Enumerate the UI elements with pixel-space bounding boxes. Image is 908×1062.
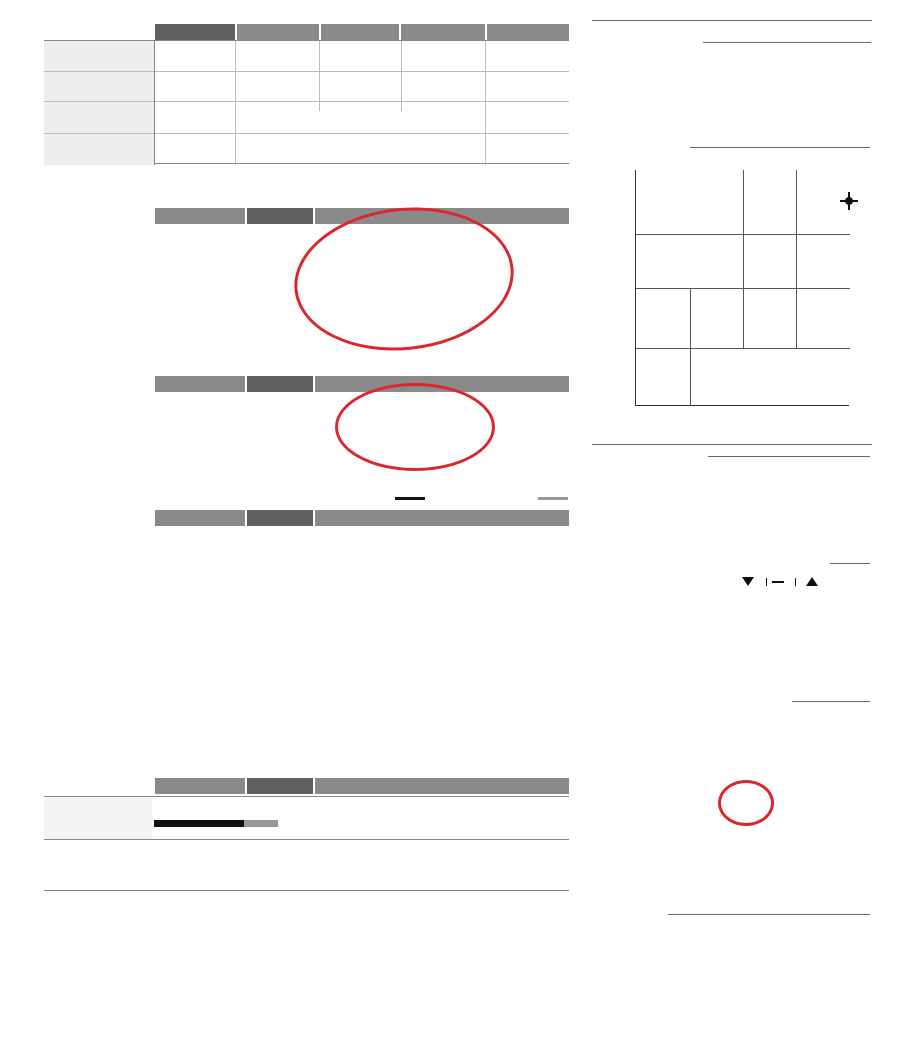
- composition-table: [44, 40, 569, 164]
- sl-under-header: [155, 510, 245, 526]
- comp-col-result: [155, 24, 235, 40]
- params-rule: [792, 701, 870, 702]
- figure-marker-icon: [840, 192, 858, 210]
- annotation-circle-obesity: [335, 383, 495, 471]
- sl-over-header: [315, 510, 569, 526]
- ob-normal-header: [247, 376, 313, 392]
- ecw-normal-header: [247, 778, 313, 794]
- sf-under-icon: [742, 577, 754, 586]
- score-rule: [703, 42, 871, 43]
- sf-normal-icon: [772, 581, 784, 583]
- ecw-over-header: [315, 778, 569, 794]
- wc-top-rule: [592, 444, 872, 445]
- ecw-bar-black: [154, 820, 244, 827]
- sl-legend-ideal-swatch: [395, 497, 425, 500]
- impedance-rule: [668, 914, 870, 915]
- sl-legend-current-swatch: [538, 497, 568, 500]
- sf-rule: [830, 563, 870, 564]
- wc-rule: [708, 456, 870, 457]
- comp-col-tbw: [237, 24, 319, 40]
- annotation-circle-visceral: [718, 780, 774, 826]
- right-top-rule: [592, 20, 872, 21]
- ob-under-header: [155, 376, 245, 392]
- comp-col-weight: [487, 24, 569, 40]
- sf-divider2-icon: [795, 578, 796, 586]
- sf-over-icon: [806, 577, 818, 586]
- comp-col-lean: [321, 24, 399, 40]
- mf-normal-header: [247, 208, 313, 224]
- comp-col-ffm: [401, 24, 485, 40]
- figure-rule: [690, 147, 870, 148]
- history-table: [44, 890, 569, 1060]
- mf-under-header: [155, 208, 245, 224]
- sf-divider-icon: [766, 578, 767, 586]
- figure-chart: [635, 170, 849, 406]
- ecw-under-header: [155, 778, 245, 794]
- ecw-bar-grey: [244, 820, 278, 827]
- sl-normal-header: [247, 510, 313, 526]
